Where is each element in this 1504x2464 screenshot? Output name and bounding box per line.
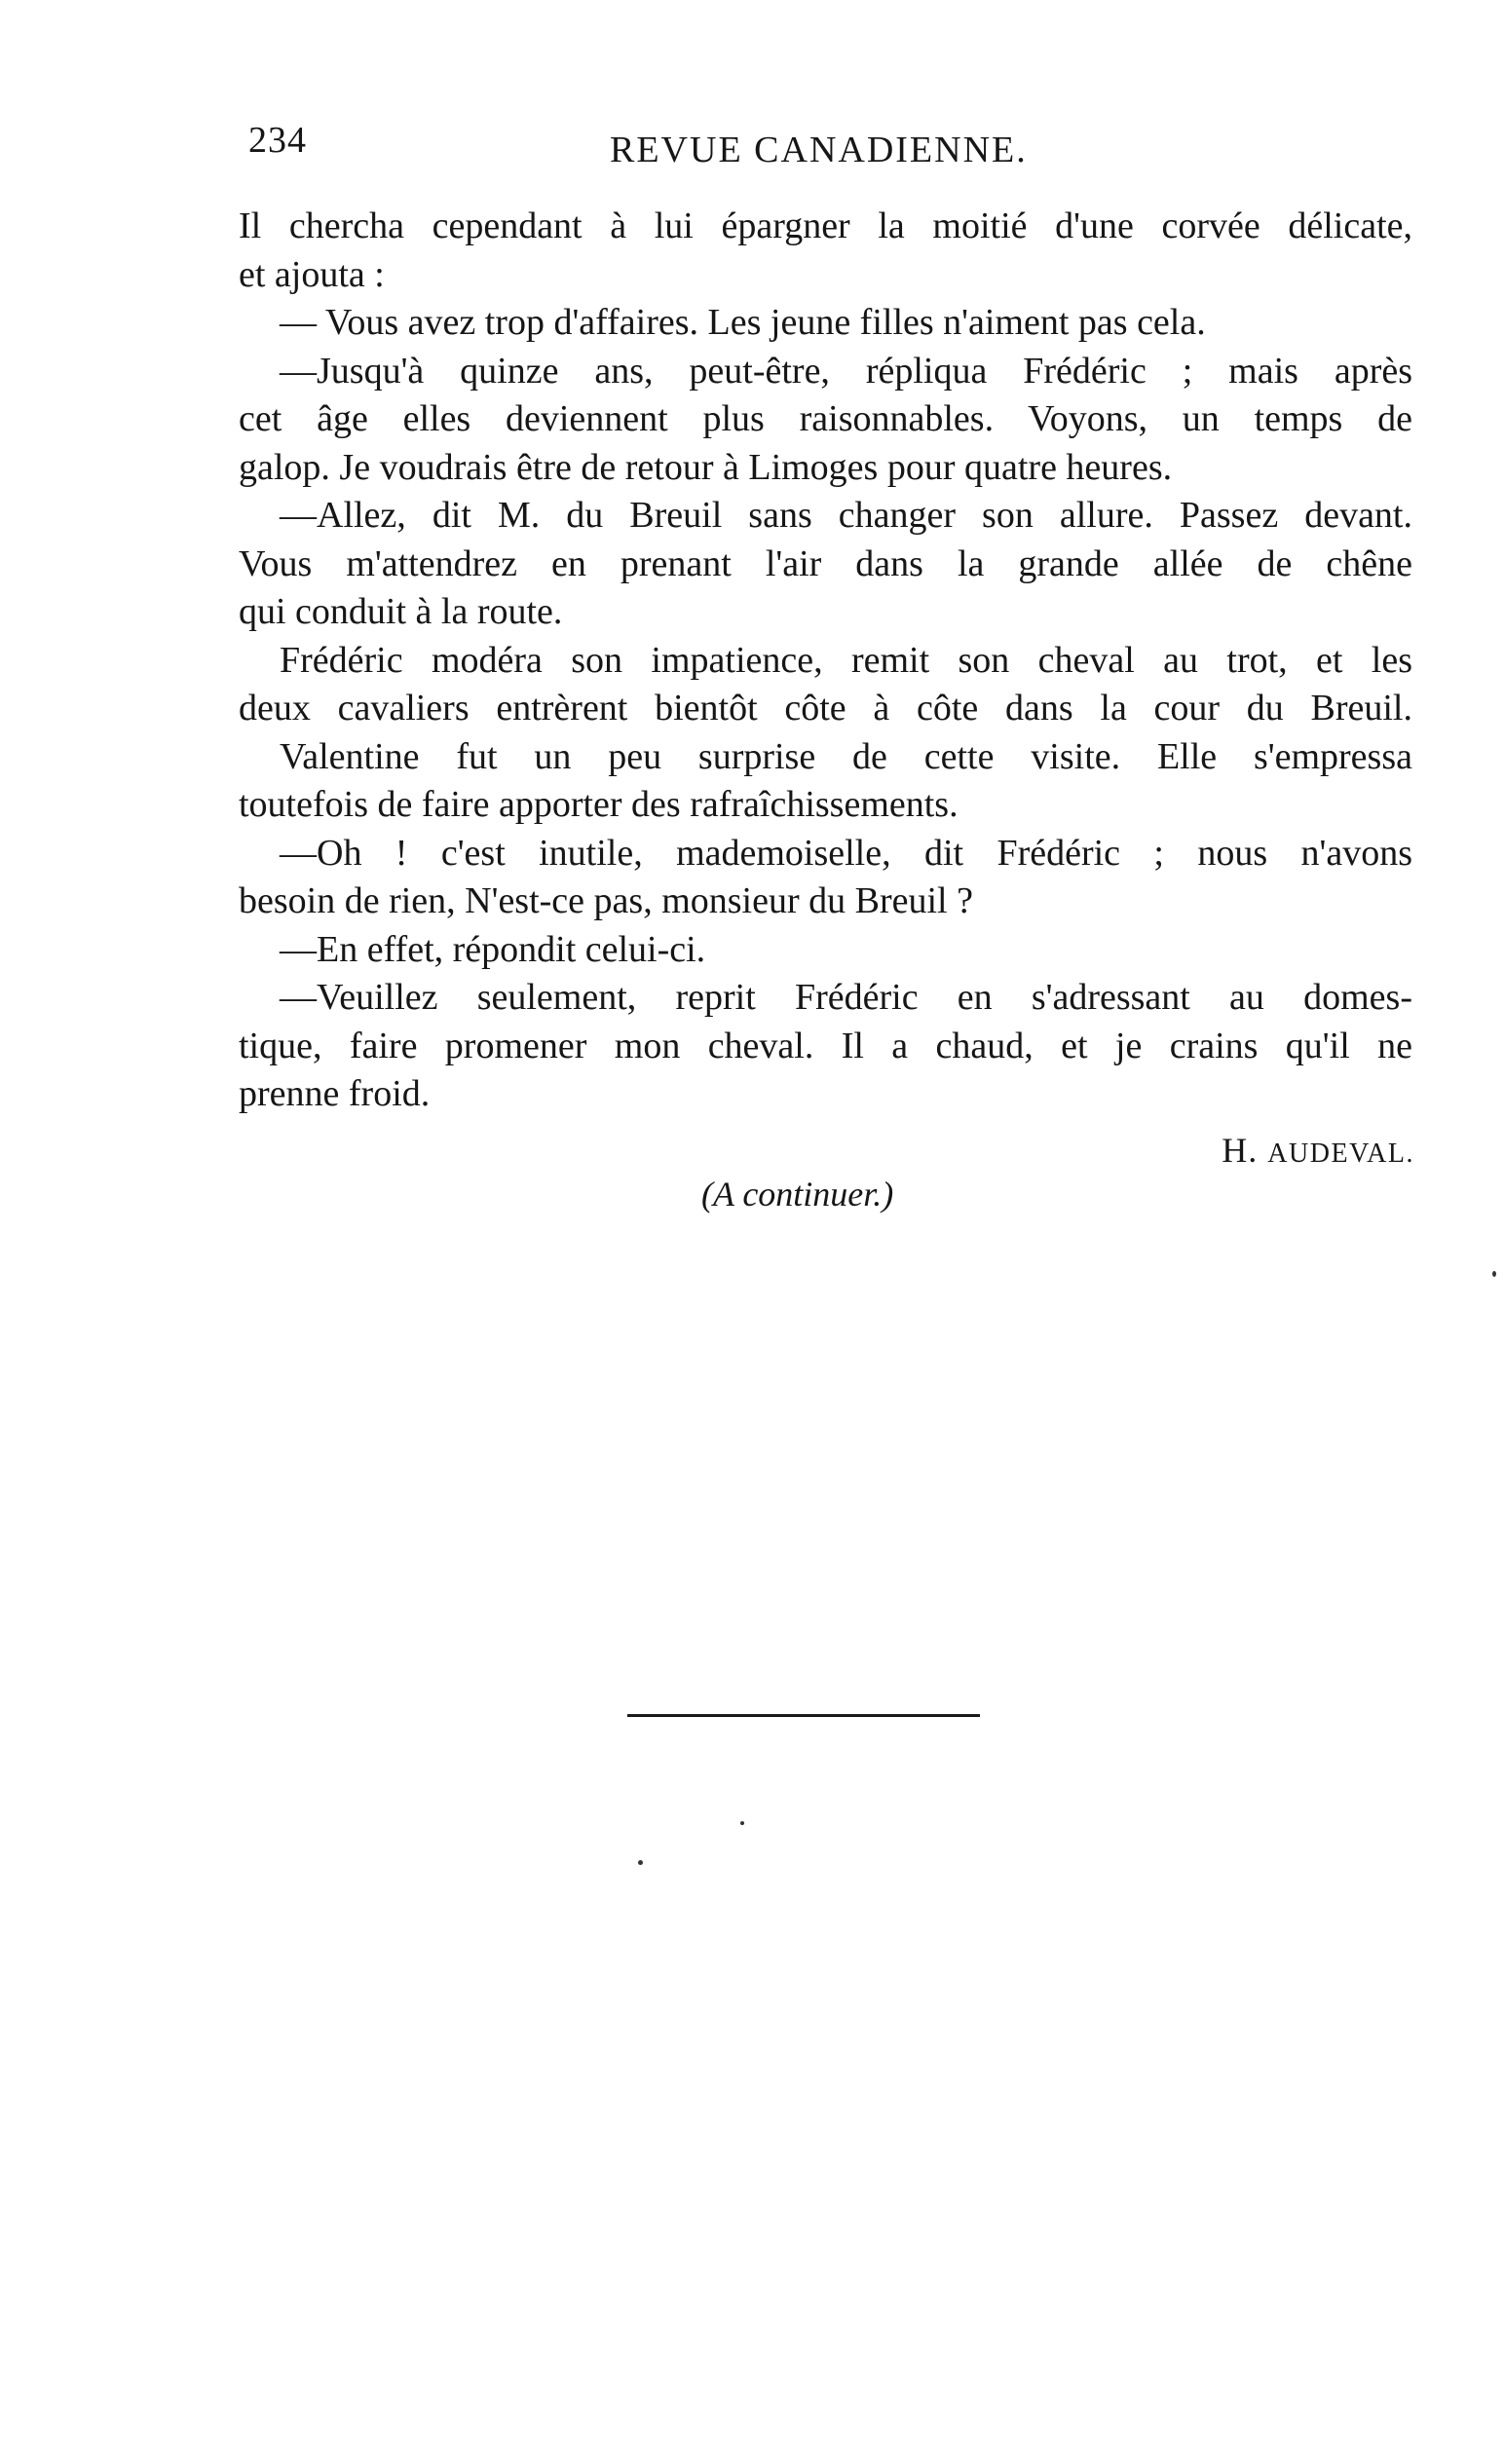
continuation-note: (A continuer.) xyxy=(701,1175,894,1213)
text-line: Vous m'attendrez en prenant l'air dans la grande allée de chêne xyxy=(239,542,1412,584)
text-line: —Veuillez seulement, reprit Frédéric en s'adressant au domes- xyxy=(280,977,1412,1018)
text-line: galop. Je voudrais être de retour à Limoges pour quatre heures. xyxy=(239,446,1173,488)
text-line: Valentine fut un peu surprise de cette visite. Elle s'empressa xyxy=(280,735,1412,777)
text-line: cet âge elles deviennent plus raisonnables. Voyons, un temps de xyxy=(239,398,1412,439)
page-number: 234 xyxy=(248,120,307,161)
text-line: —En effet, répondit celui-ci. xyxy=(280,928,706,970)
author-surname: AUDEVAL. xyxy=(1267,1139,1414,1169)
author-signature xyxy=(1222,1130,1414,1171)
text-line: tique, faire promener mon cheval. Il a chaud, et je crains qu'il ne xyxy=(239,1025,1412,1066)
text-line: besoin de rien, N'est-ce pas, monsieur du Breuil ? xyxy=(239,880,973,921)
text-line: et ajouta : xyxy=(239,253,385,295)
print-speck xyxy=(638,1860,643,1865)
text-line: —Allez, dit M. du Breuil sans changer son allure. Passez devant. xyxy=(280,495,1412,536)
text-line: —Oh ! c'est inutile, mademoiselle, dit Frédéric ; nous n'avons xyxy=(280,832,1412,874)
body-text xyxy=(239,203,1412,1119)
text-line: Frédéric modéra son impatience, remit son cheval au trot, et les xyxy=(280,639,1412,681)
text-line: prenne froid. xyxy=(239,1073,431,1114)
text-line: — Vous avez trop d'affaires. Les jeune filles n'aiment pas cela. xyxy=(280,302,1206,343)
text-line: qui conduit à la route. xyxy=(239,591,563,632)
running-title: REVUE CANADIENNE. xyxy=(610,130,1028,170)
text-line: toutefois de faire apporter des rafraîchissements. xyxy=(239,784,959,825)
author-initial: H. xyxy=(1222,1131,1268,1170)
horizontal-rule xyxy=(627,1714,980,1717)
text-line: —Jusqu'à quinze ans, peut-être, répliqua Frédéric ; mais après xyxy=(280,350,1412,392)
print-speck xyxy=(1492,1271,1496,1277)
print-speck xyxy=(740,1821,744,1825)
page-header xyxy=(248,119,1412,177)
text-line: Il chercha cependant à lui épargner la moitié d'une corvée délicate, xyxy=(239,205,1412,246)
text-line: deux cavaliers entrèrent bientôt côte à côte dans la cour du Breuil. xyxy=(239,688,1412,728)
